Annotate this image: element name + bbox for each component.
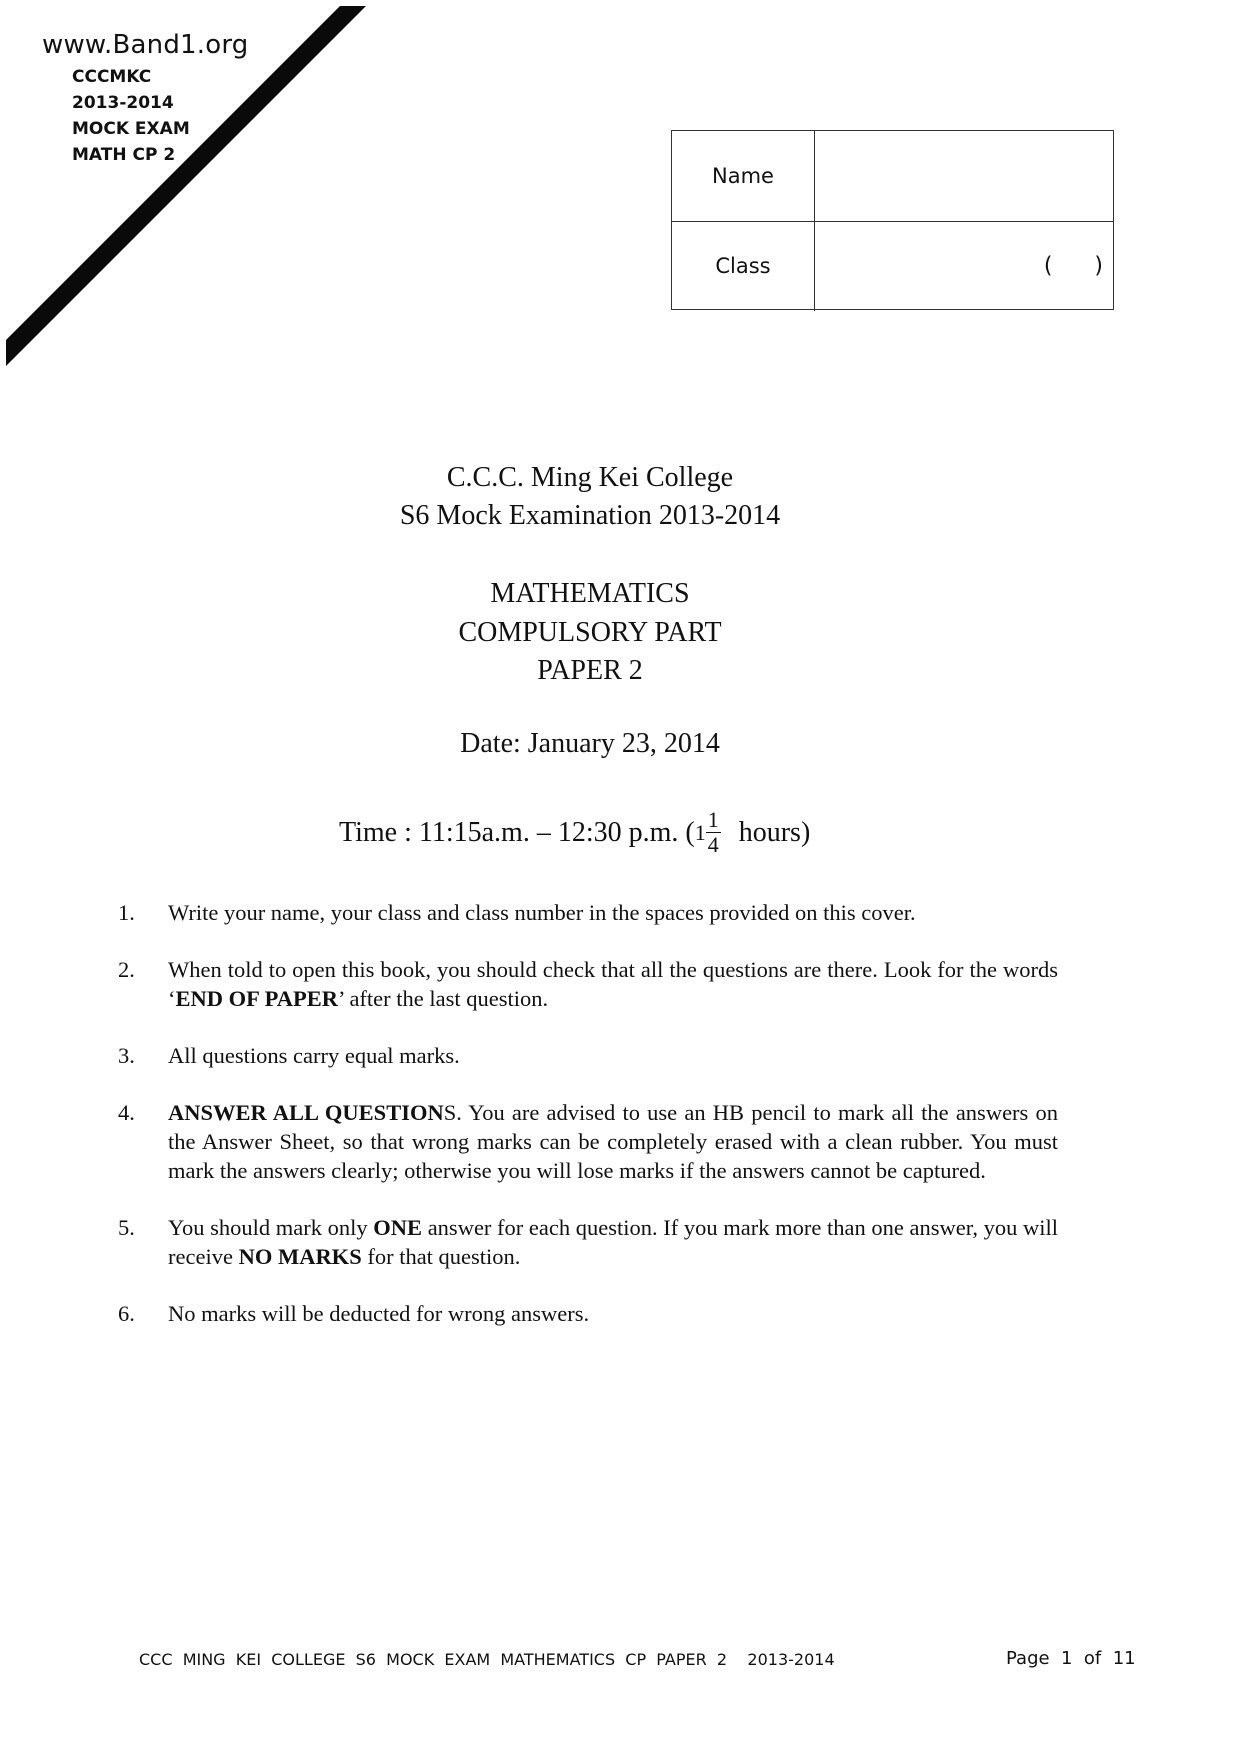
instruction-text-run: All questions carry equal marks. [168,1043,460,1068]
instruction-text [168,957,1058,1011]
instruction-text [168,1215,1058,1269]
instruction-text-run: answer for each question. If you mark more than one answer, you will receive [168,1215,1058,1269]
duration-fraction [706,808,721,857]
time-range: Time : 11:15a.m. – 12:30 p.m. ( [339,816,695,848]
paper-title: PAPER 2 [537,655,643,686]
instruction-text-run: for that question. [361,1244,521,1269]
instruction-number: 5. [118,1215,135,1240]
instruction-text-run: S. You are advised to use an HB pencil to mark all the answers on the Answer Sheet, so that wrong marks can be completely erased with a clean rubber. You must mark the answers clearly; otherwise you will lose marks if the answers cannot be captured. [168,1100,1058,1183]
site-url: www.Band1.org [42,30,249,60]
instruction-emphasis: ANSWER ALL QUESTION [168,1100,444,1125]
duration-unit: hours) [738,816,811,848]
instruction-item [118,1041,1058,1070]
instruction-number: 3. [118,1043,135,1068]
name-row [672,131,1113,222]
corner-line-paper: MATH CP 2 [72,145,176,165]
instruction-text-run: You should mark only [168,1215,374,1240]
footer-paper-info: CCC MING KEI COLLEGE S6 MOCK EXAM MATHEMATICS CP PAPER 2 2013-2014 [139,1650,835,1669]
school-name: C.C.C. Ming Kei College [446,462,734,493]
corner-exam-info [72,64,190,168]
instruction-emphasis: ONE [373,1215,423,1240]
instruction-text [168,1043,460,1068]
instruction-emphasis: END OF PAPER [175,986,338,1011]
corner-line-exam: MOCK EXAM [72,119,190,139]
instruction-number: 2. [118,957,135,982]
instruction-text [168,1100,1058,1183]
exam-time [339,808,810,857]
corner-line-year: 2013-2014 [72,93,174,113]
instruction-emphasis: NO MARKS [238,1244,362,1269]
instruction-text-run: When told to open this book, you should check that all the questions are there. Look for the words ‘ [168,957,1058,1011]
class-row [672,221,1113,311]
instructions-list [118,898,1058,1356]
instruction-text [168,1301,589,1326]
instruction-text-run: No marks will be deducted for wrong answers. [168,1301,590,1326]
instruction-item [118,1299,1058,1328]
name-field[interactable] [815,131,1113,221]
instruction-number: 4. [118,1100,135,1125]
part-title: COMPULSORY PART [458,617,722,648]
duration-whole: 1 [694,819,706,845]
fraction-denominator: 4 [707,832,719,857]
instruction-item [118,1213,1058,1271]
fraction-numerator: 1 [707,807,719,832]
instruction-item [118,955,1058,1013]
exam-title: S6 Mock Examination 2013-2014 [399,500,781,531]
instruction-number: 1. [118,900,135,925]
student-id-box [671,130,1114,310]
instruction-text-run: ’ after the last question. [338,986,549,1011]
corner-line-school: CCCMKC [72,67,152,87]
instruction-text-run: Write your name, your class and class number in the spaces provided on this cover. [168,900,916,925]
instruction-item [118,1098,1058,1185]
name-label: Name [672,131,815,221]
class-label: Class [672,221,815,311]
exam-date: Date: January 23, 2014 [460,728,720,759]
subject-title: MATHEMATICS [490,578,690,609]
instruction-item [118,898,1058,927]
class-field[interactable] [815,221,1113,311]
class-number-parentheses: ( ) [1043,253,1103,279]
footer-page-number: Page 1 of 11 [1006,1648,1136,1669]
instruction-text [168,900,916,925]
instruction-number: 6. [118,1301,135,1326]
